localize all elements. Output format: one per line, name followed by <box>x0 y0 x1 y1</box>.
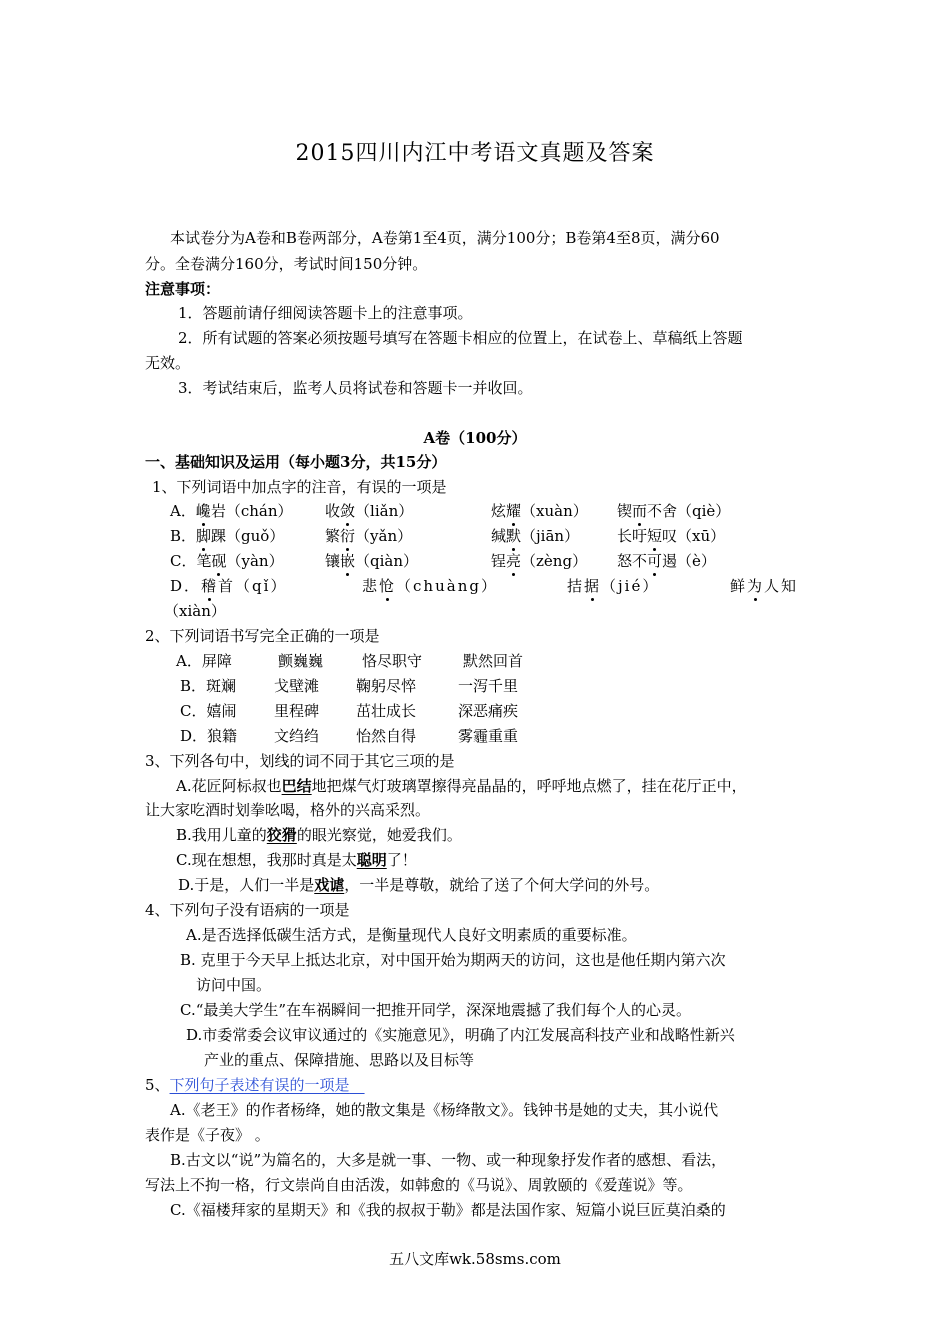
q2-d-4: 雾霾重重 <box>458 727 519 745</box>
intro-line-1: 本试卷分为A卷和B卷两部分，A卷第1至4页，满分100分；B卷第4至8页，满分60 <box>170 229 720 247</box>
q2-c-3: 茁壮成长 <box>356 702 417 720</box>
section-a-heading: A卷（100分） <box>423 429 527 447</box>
q2-b-2: 戈壁滩 <box>274 677 320 695</box>
q1-option-b-1: B．脚踝（guǒ） <box>170 527 285 545</box>
q4-option-a: A.是否选择低碳生活方式，是衡量现代人良好文明素质的重要标准。 <box>186 926 637 944</box>
q2-c-1: C．嬉闹 <box>180 702 237 720</box>
q1-option-d-3: 拮据（jié） <box>567 577 660 595</box>
q1-stem: 1、下列词语中加点字的注音，有误的一项是 <box>152 478 447 496</box>
q4-option-d-line-2: 产业的重点、保障措施、思路以及目标等 <box>204 1051 475 1069</box>
q3-option-d: D.于是，人们一半是戏谑，一半是尊敬，就给了送了个何大学问的外号。 <box>178 876 660 894</box>
q1-option-d-tail: （xiàn） <box>164 602 226 620</box>
q5-option-c-line-1: C.《福楼拜家的星期天》和《我的叔叔于勒》都是法国作家、短篇小说巨匠莫泊桑的 <box>170 1201 726 1219</box>
q1-option-c-1: C．笔砚（yàn） <box>170 552 284 570</box>
q4-stem: 4、下列句子没有语病的一项是 <box>145 901 350 919</box>
note-1: 1．答题前请仔细阅读答题卡上的注意事项。 <box>178 304 473 322</box>
note-2-line-1: 2．所有试题的答案必须按题号填写在答题卡相应的位置上，在试卷上、草稿纸上答题 <box>178 329 743 347</box>
q1-option-d-2: 悲怆（chuàng） <box>362 577 498 595</box>
q3-option-b: B.我用儿童的狡猾的眼光察觉，她爱我们。 <box>176 826 462 844</box>
note-3: 3．考试结束后，监考人员将试卷和答题卡一并收回。 <box>178 379 533 397</box>
q3-option-a-line-2: 让大家吃酒时划拳吆喝，格外的兴高采烈。 <box>145 801 431 819</box>
part-1-heading: 一、基础知识及运用（每小题3分，共15分） <box>145 453 447 471</box>
q5-option-b-line-2: 写法上不拘一格，行文崇尚自由活泼，如韩愈的《马说》、周敦颐的《爱莲说》等。 <box>145 1176 693 1194</box>
q2-a-2: 颤巍巍 <box>278 652 324 670</box>
q3-option-c: C.现在想想，我那时真是太聪明了！ <box>176 851 417 869</box>
q2-d-1: D．狼籍 <box>180 727 238 745</box>
q2-b-3: 鞠躬尽悴 <box>356 677 417 695</box>
q1-option-c-4: 怒不可遏（è） <box>617 552 716 570</box>
q1-option-a-3: 炫耀（xuàn） <box>491 502 588 520</box>
q4-option-d-line-1: D.市委常委会议审议通过的《实施意见》，明确了内江发展高科技产业和战略性新兴 <box>186 1026 735 1044</box>
q4-option-b-line-2: 访问中国。 <box>196 976 272 994</box>
q5-stem: 5、下列句子表述有误的一项是 <box>145 1076 350 1094</box>
q5-option-a-line-1: A.《老王》的作者杨绛，她的散文集是《杨绛散文》。钱钟书是她的丈夫，其小说代 <box>170 1101 719 1119</box>
q1-option-c-3: 锃亮（zèng） <box>491 552 588 570</box>
q2-d-2: 文绉绉 <box>274 727 320 745</box>
q1-option-a-1: A．巉岩（chán） <box>170 502 293 520</box>
q2-b-4: 一泻千里 <box>458 677 519 695</box>
q3-option-a-line-1: A.花匠阿标叔也巴结地把煤气灯玻璃罩擦得亮晶晶的，呼呼地点燃了，挂在花厅正中， <box>176 777 747 795</box>
notes-heading: 注意事项： <box>145 280 221 298</box>
q2-a-3: 恪尽职守 <box>362 652 423 670</box>
q2-d-3: 怡然自得 <box>356 727 417 745</box>
intro-line-2: 分。全卷满分160分，考试时间150分钟。 <box>145 255 428 273</box>
q1-option-a-2: 收敛（liǎn） <box>325 502 414 520</box>
q5-stem-link[interactable]: 下列句子表述有误的一项是 <box>169 1076 350 1094</box>
q2-b-1: B．斑斓 <box>180 677 237 695</box>
q1-option-d-4: 鲜为人知 <box>730 577 799 595</box>
q1-option-b-3: 缄默（jiān） <box>491 527 580 545</box>
q1-option-b-4: 长吁短叹（xū） <box>617 527 726 545</box>
q2-c-2: 里程碑 <box>274 702 320 720</box>
note-2-line-2: 无效。 <box>145 354 191 372</box>
q2-a-1: A．屏障 <box>176 652 232 670</box>
document-title: 2015四川内江中考语文真题及答案 <box>295 141 655 166</box>
page-footer: 五八文库wk.58sms.com <box>389 1250 561 1268</box>
q2-stem: 2、下列词语书写完全正确的一项是 <box>145 627 380 645</box>
q5-option-b-line-1: B.古文以“说”为篇名的，大多是就一事、一物、或一种现象抒发作者的感想、看法， <box>170 1151 727 1169</box>
q3-stem: 3、下列各句中，划线的词不同于其它三项的是 <box>145 752 455 770</box>
q4-option-c: C.“最美大学生”在车祸瞬间一把推开同学，深深地震撼了我们每个人的心灵。 <box>180 1001 692 1019</box>
q2-c-4: 深恶痛疾 <box>458 702 519 720</box>
q1-option-c-2: 镶嵌（qiàn） <box>325 552 419 570</box>
q2-a-4: 默然回首 <box>463 652 524 670</box>
q5-option-a-line-2: 表作是《子夜》 。 <box>145 1126 270 1144</box>
q1-option-a-4: 锲而不舍（qiè） <box>617 502 731 520</box>
q1-option-b-2: 繁衍（yǎn） <box>325 527 413 545</box>
q4-option-b-line-1: B. 克里于今天早上抵达北京，对中国开始为期两天的访问，这也是他任期内第六次 <box>180 951 726 969</box>
q1-option-d-1: D．稽首（qǐ） <box>170 577 288 595</box>
